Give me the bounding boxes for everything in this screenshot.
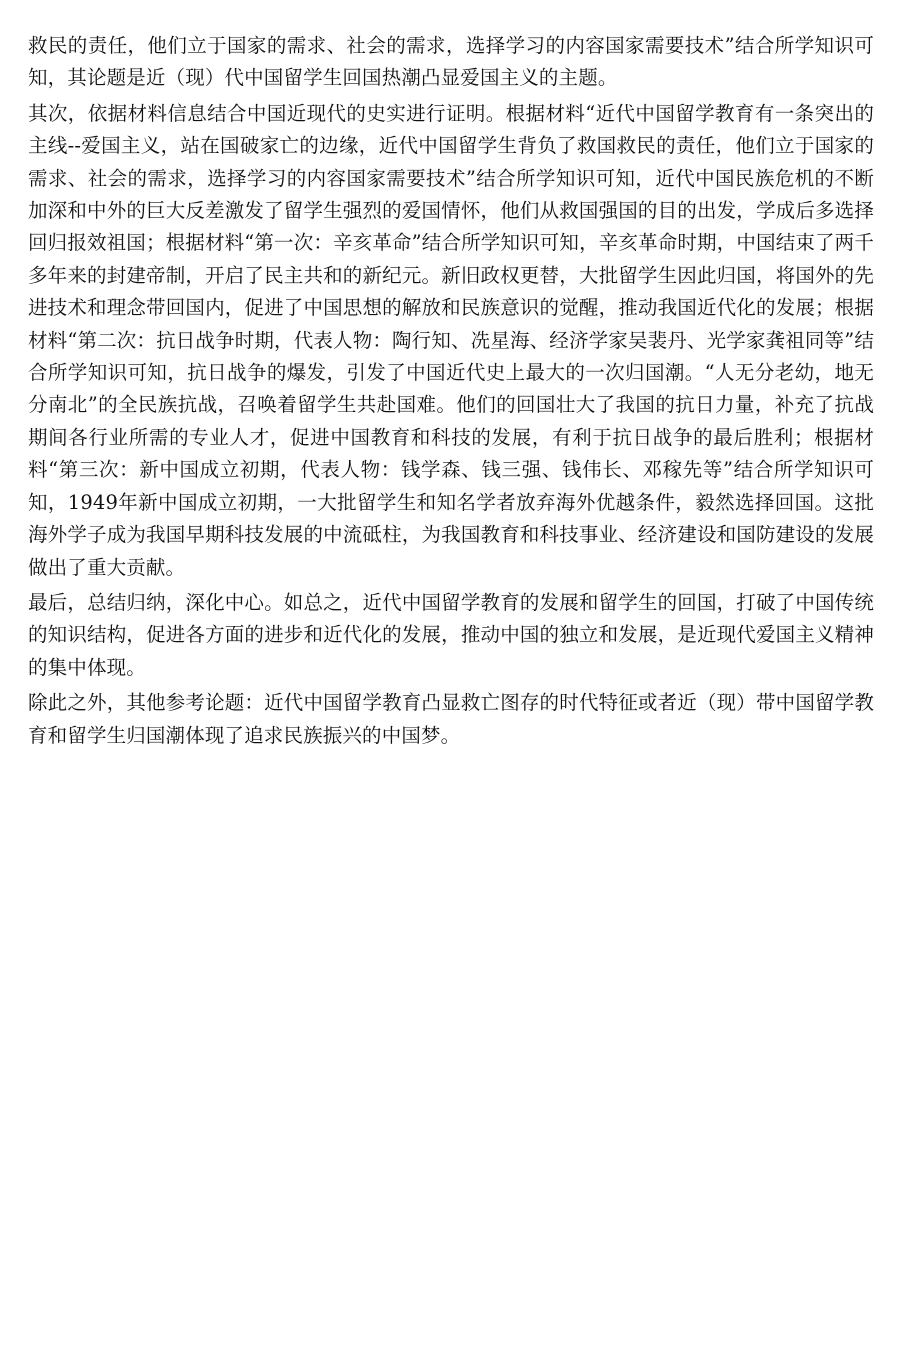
paragraph-summary: 最后，总结归纳，深化中心。如总之，近代中国留学教育的发展和留学生的回国，打破了中国传统的知识结构，促进各方面的进步和近代化的发展，推动中国的独立和发展，是近现代爱国主义精神的集中体现。 xyxy=(28,590,874,679)
paragraph-historical-evidence: 其次，依据材料信息结合中国近现代的史实进行证明。根据材料“近代中国留学教育有一条突出的主线--爱国主义，站在国破家亡的边缘，近代中国留学生背负了救国救民的责任，他们立于国家的需求、社会的需求，选择学习的内容国家需要技术”结合所学知识可知，近代中国民族危机的不断加深和中外的巨大反差激发了留学生强烈的爱国情怀，他们从救国强国的目的出发，学成后多选择回归报效祖国；根据材料“第一次：辛亥革命”结合所学知识可知，辛亥革命时期，中国结束了两千多年来的封建帝制，开启了民主共和的新纪元。新旧政权更替，大批留学生因此归国，将国外的先进技术和理念带回国内，促进了中国思想的解放和民族意识的觉醒，推动我国近代化的发展；根据材料“第二次：抗日战争时期，代表人物：陶行知、冼星海、经济学家吴裴丹、光学家龚祖同等”结合所学知识可知，抗日战争的爆发，引发了中国近代史上最大的一次归国潮。“人无分老幼，地无分南北”的全民族抗战，召唤着留学生共赴国难。他们的回国壮大了我国的抗日力量，补充了抗战期间各行业所需的专业人才，促进中国教育和科技的发展，有利于抗日战争的最后胜利；根据材料“第三次：新中国成立初期，代表人物：钱学森、钱三强、钱伟长、邓稼先等”结合所学知识可知，1949年新中国成立初期，一大批留学生和知名学者放弃海外优越条件，毅然选择回国。这批海外学子成为我国早期科技发展的中流砥柱，为我国教育和科技事业、经济建设和国防建设的发展做出了重大贡献。 xyxy=(28,101,874,579)
paragraph-other-topics: 除此之外，其他参考论题：近代中国留学教育凸显救亡图存的时代特征或者近（现）带中国留学教育和留学生归国潮体现了追求民族振兴的中国梦。 xyxy=(28,691,874,747)
document-page xyxy=(28,30,874,755)
paragraph-thesis-conclusion: 救民的责任，他们立于国家的需求、社会的需求，选择学习的内容国家需要技术”结合所学知识可知，其论题是近（现）代中国留学生回国热潮凸显爱国主义的主题。 xyxy=(28,34,874,90)
